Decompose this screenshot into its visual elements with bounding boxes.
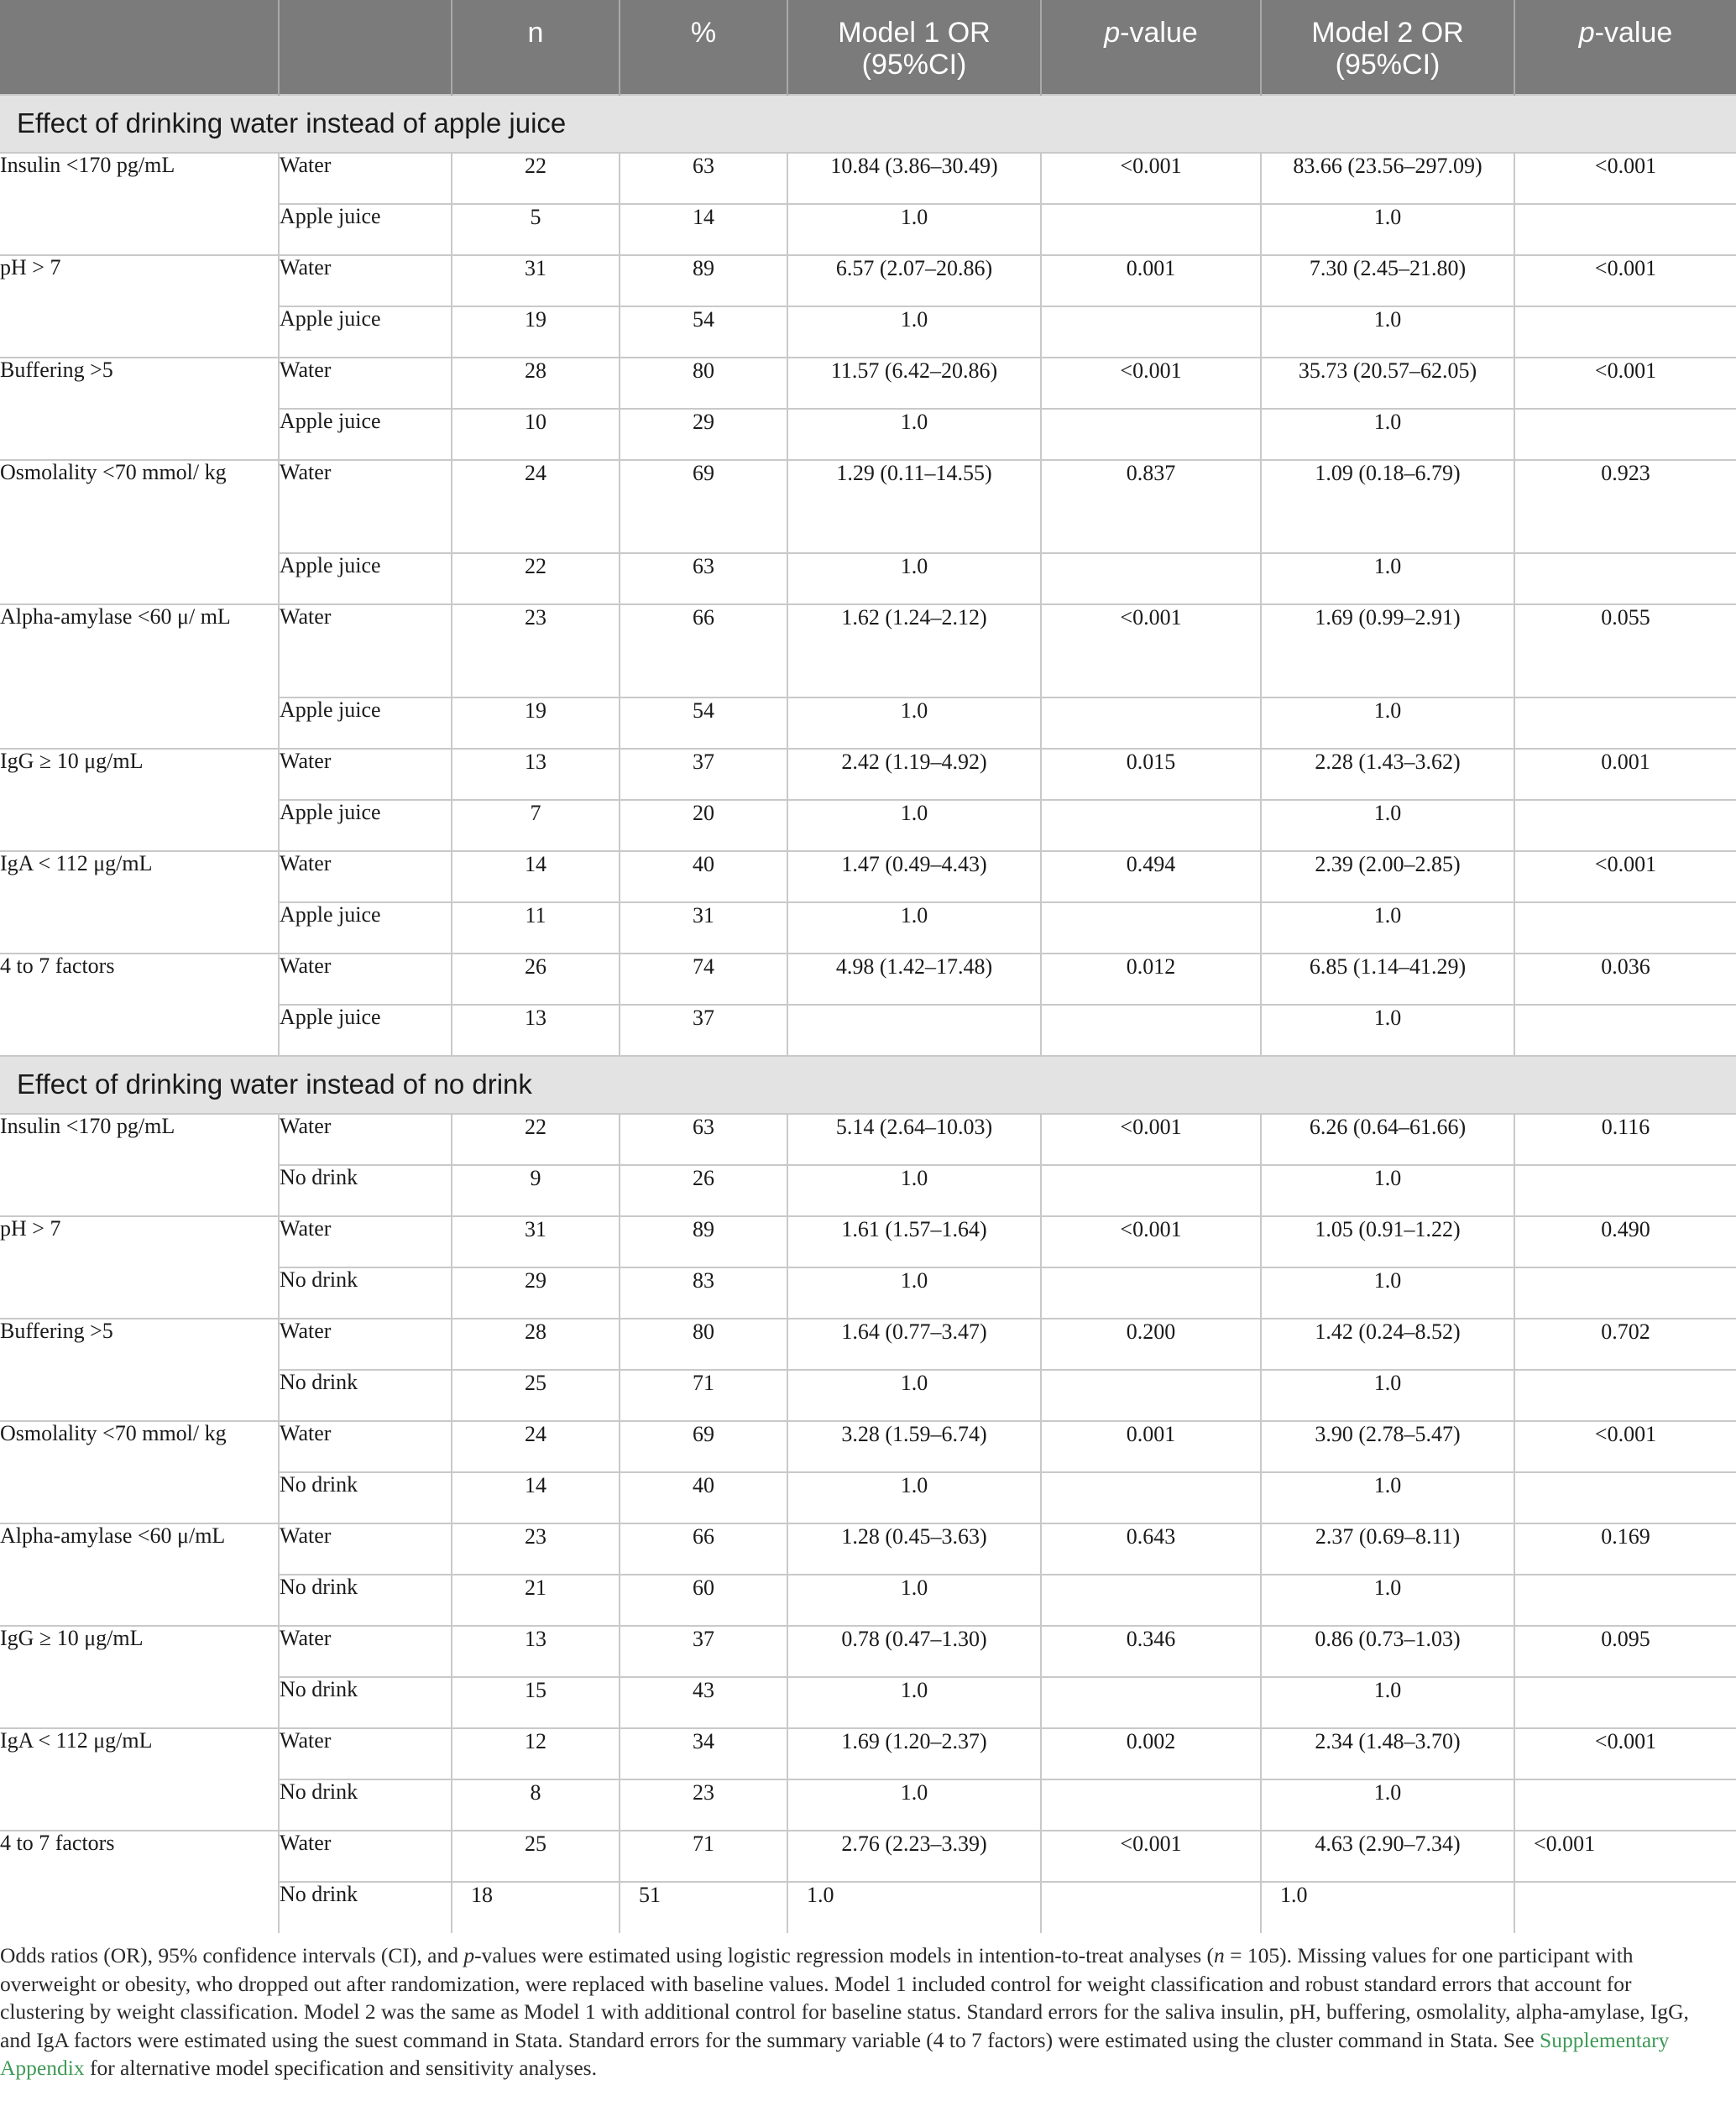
factor-label <box>0 255 279 358</box>
cell-model1-or: 6.57 (2.07–20.86) <box>787 255 1041 306</box>
cell-p-value-1 <box>1041 409 1261 460</box>
cell-model1-or: 10.84 (3.86–30.49) <box>787 153 1041 204</box>
cell-n: 9 <box>452 1165 620 1216</box>
group-label: Water <box>279 255 452 306</box>
cell-n: 7 <box>452 800 620 851</box>
header-blank-group <box>279 0 452 95</box>
table-row <box>0 1216 1736 1267</box>
cell-p-value-2: <0.001 <box>1514 1831 1736 1882</box>
group-label: Apple juice <box>279 553 452 604</box>
group-label: Water <box>279 604 452 698</box>
cell-model1-or: 1.62 (1.24–2.12) <box>787 604 1041 698</box>
table-row <box>0 1523 1736 1575</box>
table-row <box>0 604 1736 698</box>
group-label: Water <box>279 1216 452 1267</box>
factor-label-text: IgG ≥ 10 μg/mL <box>0 1626 144 1650</box>
factor-label-text: pH > 7 <box>0 1216 61 1241</box>
group-label: No drink <box>279 1370 452 1421</box>
cell-model2-or: 4.63 (2.90–7.34) <box>1261 1831 1514 1882</box>
cell-n: 29 <box>452 1267 620 1319</box>
cell-model1-or: 2.42 (1.19–4.92) <box>787 749 1041 800</box>
cell-p-value-2: <0.001 <box>1514 851 1736 902</box>
group-label: Water <box>279 1831 452 1882</box>
cell-p-value-1: 0.001 <box>1041 1421 1261 1472</box>
cell-n: 10 <box>452 409 620 460</box>
group-label: Water <box>279 460 452 553</box>
group-label: No drink <box>279 1677 452 1728</box>
group-label: Apple juice <box>279 1005 452 1056</box>
cell-n: 23 <box>452 604 620 698</box>
cell-p-value-2 <box>1514 1472 1736 1523</box>
cell-p-value-1: <0.001 <box>1041 1114 1261 1165</box>
cell-model2-or: 1.0 <box>1261 1575 1514 1626</box>
factor-label-text: Alpha-amylase <60 μ/ mL <box>0 604 231 629</box>
cell-p-value-2: 0.095 <box>1514 1626 1736 1677</box>
header-p-value-1: p-value <box>1041 0 1261 95</box>
table-row <box>0 1728 1736 1779</box>
cell-p-value-2 <box>1514 1779 1736 1831</box>
cell-p-value-1 <box>1041 1370 1261 1421</box>
cell-model1-or: 1.0 <box>787 698 1041 749</box>
cell-n: 13 <box>452 1626 620 1677</box>
factor-label <box>0 1626 279 1728</box>
cell-percent: 31 <box>620 902 787 954</box>
cell-p-value-1: 0.837 <box>1041 460 1261 553</box>
cell-model2-or: 1.0 <box>1261 902 1514 954</box>
cell-model2-or: 1.0 <box>1261 698 1514 749</box>
table-footnote: Odds ratios (OR), 95% confidence intervals (CI), and p-values were estimated using logistic regression models in intention-to-treat analyses (n = 105). Missing values for one participant with overweight or obesity, who dropped out after randomization, were replaced with baseline values. Model 1 included control for weight classification and robust standard errors that account for clustering by weight classification. Model 2 was the same as Model 1 with additional control for baseline status. Standard errors for the saliva insulin, pH, buffering, osmolality, alpha-amylase, IgG, and IgA factors were estimated using the suest command in Stata. Standard errors for the summary variable (4 to 7 factors) were estimated using the cluster command in Stata. See Supplementary Appendix for alternative model specification and sensitivity analyses. <box>0 1943 1689 2080</box>
cell-p-value-2: 0.116 <box>1514 1114 1736 1165</box>
cell-model1-or: 1.0 <box>787 1370 1041 1421</box>
cell-percent: 20 <box>620 800 787 851</box>
cell-n: 28 <box>452 358 620 409</box>
cell-p-value-2 <box>1514 1267 1736 1319</box>
cell-p-value-1 <box>1041 1267 1261 1319</box>
table-row <box>0 954 1736 1005</box>
group-label: Water <box>279 1114 452 1165</box>
factor-label <box>0 1319 279 1421</box>
group-label: Water <box>279 851 452 902</box>
cell-n: 22 <box>452 153 620 204</box>
table-row <box>0 1831 1736 1882</box>
cell-n: 5 <box>452 204 620 255</box>
cell-model2-or: 83.66 (23.56–297.09) <box>1261 153 1514 204</box>
group-label: No drink <box>279 1472 452 1523</box>
cell-model2-or: 1.0 <box>1261 553 1514 604</box>
cell-model2-or: 6.26 (0.64–61.66) <box>1261 1114 1514 1165</box>
cell-p-value-1 <box>1041 553 1261 604</box>
cell-p-value-1 <box>1041 800 1261 851</box>
cell-model1-or: 1.0 <box>787 800 1041 851</box>
cell-model1-or: 1.64 (0.77–3.47) <box>787 1319 1041 1370</box>
cell-model1-or: 1.0 <box>787 1575 1041 1626</box>
cell-percent: 71 <box>620 1370 787 1421</box>
cell-model2-or: 1.0 <box>1261 1882 1514 1933</box>
table-row <box>0 1114 1736 1165</box>
cell-p-value-1: 0.346 <box>1041 1626 1261 1677</box>
cell-model2-or: 1.0 <box>1261 1779 1514 1831</box>
cell-model2-or: 2.28 (1.43–3.62) <box>1261 749 1514 800</box>
section-title: Effect of drinking water instead of apple juice <box>0 95 1736 153</box>
cell-p-value-2: 0.036 <box>1514 954 1736 1005</box>
factor-label-text: Osmolality <70 mmol/ kg <box>0 460 227 484</box>
cell-model2-or: 1.0 <box>1261 1165 1514 1216</box>
cell-p-value-2: 0.490 <box>1514 1216 1736 1267</box>
cell-model2-or: 1.42 (0.24–8.52) <box>1261 1319 1514 1370</box>
cell-model1-or: 1.0 <box>787 204 1041 255</box>
cell-n: 14 <box>452 1472 620 1523</box>
group-label: Water <box>279 749 452 800</box>
header-n: n <box>452 0 620 95</box>
group-label: No drink <box>279 1267 452 1319</box>
group-label: Apple juice <box>279 698 452 749</box>
cell-n: 12 <box>452 1728 620 1779</box>
cell-p-value-2: <0.001 <box>1514 1421 1736 1472</box>
cell-model1-or: 1.28 (0.45–3.63) <box>787 1523 1041 1575</box>
group-label: Water <box>279 954 452 1005</box>
factor-label-text: 4 to 7 factors <box>0 954 115 978</box>
cell-p-value-2 <box>1514 800 1736 851</box>
factor-label-text: 4 to 7 factors <box>0 1831 115 1855</box>
factor-label <box>0 460 279 604</box>
table-row <box>0 358 1736 409</box>
cell-n: 25 <box>452 1370 620 1421</box>
cell-p-value-1: <0.001 <box>1041 358 1261 409</box>
section-header-row <box>0 95 1736 153</box>
cell-model2-or: 2.37 (0.69–8.11) <box>1261 1523 1514 1575</box>
cell-p-value-1: <0.001 <box>1041 1831 1261 1882</box>
cell-p-value-1: 0.200 <box>1041 1319 1261 1370</box>
cell-percent: 29 <box>620 409 787 460</box>
cell-model2-or: 1.0 <box>1261 1677 1514 1728</box>
group-label: No drink <box>279 1165 452 1216</box>
cell-model1-or: 2.76 (2.23–3.39) <box>787 1831 1041 1882</box>
cell-model1-or: 1.61 (1.57–1.64) <box>787 1216 1041 1267</box>
cell-percent: 69 <box>620 460 787 553</box>
cell-n: 18 <box>452 1882 620 1933</box>
cell-model2-or: 1.0 <box>1261 1472 1514 1523</box>
cell-n: 11 <box>452 902 620 954</box>
cell-model2-or: 1.0 <box>1261 1005 1514 1056</box>
cell-percent: 71 <box>620 1831 787 1882</box>
cell-p-value-1 <box>1041 1779 1261 1831</box>
cell-n: 14 <box>452 851 620 902</box>
cell-percent: 66 <box>620 604 787 698</box>
cell-percent: 37 <box>620 1626 787 1677</box>
cell-model2-or: 35.73 (20.57–62.05) <box>1261 358 1514 409</box>
cell-model2-or: 1.0 <box>1261 204 1514 255</box>
cell-model2-or: 1.05 (0.91–1.22) <box>1261 1216 1514 1267</box>
group-label: Apple juice <box>279 409 452 460</box>
cell-n: 28 <box>452 1319 620 1370</box>
cell-p-value-1: <0.001 <box>1041 1216 1261 1267</box>
table-row <box>0 851 1736 902</box>
cell-n: 15 <box>452 1677 620 1728</box>
cell-p-value-2: 0.169 <box>1514 1523 1736 1575</box>
factor-label <box>0 1216 279 1319</box>
cell-percent: 34 <box>620 1728 787 1779</box>
cell-p-value-2 <box>1514 1005 1736 1056</box>
header-model2-or: Model 2 OR (95%CI) <box>1261 0 1514 95</box>
cell-model2-or: 7.30 (2.45–21.80) <box>1261 255 1514 306</box>
group-label: Apple juice <box>279 902 452 954</box>
cell-model1-or: 1.0 <box>787 902 1041 954</box>
factor-label-text: Insulin <170 pg/mL <box>0 1114 175 1138</box>
header-percent: % <box>620 0 787 95</box>
cell-percent: 40 <box>620 851 787 902</box>
cell-percent: 37 <box>620 749 787 800</box>
cell-model1-or: 1.0 <box>787 1779 1041 1831</box>
cell-percent: 23 <box>620 1779 787 1831</box>
factor-label-text: IgA < 112 μg/mL <box>0 1728 153 1753</box>
cell-model1-or: 1.0 <box>787 409 1041 460</box>
factor-label-text: Buffering >5 <box>0 1319 113 1343</box>
cell-model2-or: 1.69 (0.99–2.91) <box>1261 604 1514 698</box>
cell-model2-or: 2.34 (1.48–3.70) <box>1261 1728 1514 1779</box>
group-label: Water <box>279 153 452 204</box>
cell-p-value-2: 0.923 <box>1514 460 1736 553</box>
cell-p-value-2: 0.055 <box>1514 604 1736 698</box>
group-label: Water <box>279 1319 452 1370</box>
cell-model1-or: 1.47 (0.49–4.43) <box>787 851 1041 902</box>
cell-model1-or: 4.98 (1.42–17.48) <box>787 954 1041 1005</box>
cell-p-value-1: 0.001 <box>1041 255 1261 306</box>
cell-p-value-1: 0.643 <box>1041 1523 1261 1575</box>
cell-model2-or: 1.0 <box>1261 1267 1514 1319</box>
cell-model2-or: 0.86 (0.73–1.03) <box>1261 1626 1514 1677</box>
section-title: Effect of drinking water instead of no drink <box>0 1056 1736 1114</box>
group-label: Water <box>279 1626 452 1677</box>
factor-label-text: Alpha-amylase <60 μ/mL <box>0 1523 226 1548</box>
factor-label <box>0 954 279 1056</box>
cell-p-value-1 <box>1041 902 1261 954</box>
cell-n: 19 <box>452 698 620 749</box>
cell-model1-or: 1.69 (1.20–2.37) <box>787 1728 1041 1779</box>
cell-p-value-1: 0.015 <box>1041 749 1261 800</box>
group-label: Water <box>279 358 452 409</box>
cell-model2-or: 2.39 (2.00–2.85) <box>1261 851 1514 902</box>
cell-model2-or: 1.09 (0.18–6.79) <box>1261 460 1514 553</box>
cell-n: 26 <box>452 954 620 1005</box>
cell-p-value-1: 0.494 <box>1041 851 1261 902</box>
cell-p-value-1 <box>1041 1165 1261 1216</box>
cell-model1-or: 0.78 (0.47–1.30) <box>787 1626 1041 1677</box>
cell-model1-or: 5.14 (2.64–10.03) <box>787 1114 1041 1165</box>
factor-label <box>0 358 279 460</box>
cell-percent: 14 <box>620 204 787 255</box>
cell-p-value-2 <box>1514 1370 1736 1421</box>
factor-label-text: pH > 7 <box>0 255 61 280</box>
table-row <box>0 1319 1736 1370</box>
factor-label <box>0 1523 279 1626</box>
cell-n: 24 <box>452 460 620 553</box>
cell-model2-or: 1.0 <box>1261 1370 1514 1421</box>
cell-model1-or <box>787 1005 1041 1056</box>
cell-p-value-2 <box>1514 1677 1736 1728</box>
factor-label <box>0 851 279 954</box>
cell-p-value-2: <0.001 <box>1514 153 1736 204</box>
cell-model1-or: 3.28 (1.59–6.74) <box>787 1421 1041 1472</box>
group-label: Water <box>279 1523 452 1575</box>
cell-p-value-1 <box>1041 1677 1261 1728</box>
cell-model2-or: 1.0 <box>1261 306 1514 358</box>
cell-model2-or: 3.90 (2.78–5.47) <box>1261 1421 1514 1472</box>
cell-n: 19 <box>452 306 620 358</box>
cell-n: 21 <box>452 1575 620 1626</box>
cell-percent: 63 <box>620 553 787 604</box>
cell-percent: 60 <box>620 1575 787 1626</box>
factor-label-text: IgA < 112 μg/mL <box>0 851 153 875</box>
header-row <box>0 0 1736 95</box>
cell-model1-or: 1.0 <box>787 306 1041 358</box>
table-row <box>0 255 1736 306</box>
table-row <box>0 1626 1736 1677</box>
cell-model1-or: 1.29 (0.11–14.55) <box>787 460 1041 553</box>
cell-percent: 66 <box>620 1523 787 1575</box>
cell-p-value-1 <box>1041 306 1261 358</box>
supplementary-appendix-link[interactable]: Supplementary Appendix <box>0 2027 1670 2080</box>
cell-model1-or: 1.0 <box>787 1677 1041 1728</box>
cell-p-value-2: 0.702 <box>1514 1319 1736 1370</box>
cell-percent: 69 <box>620 1421 787 1472</box>
cell-p-value-1: 0.002 <box>1041 1728 1261 1779</box>
cell-model1-or: 11.57 (6.42–20.86) <box>787 358 1041 409</box>
table-row <box>0 460 1736 553</box>
table-row <box>0 153 1736 204</box>
factor-label-text: IgG ≥ 10 μg/mL <box>0 749 144 773</box>
factor-label <box>0 749 279 851</box>
factor-label <box>0 1114 279 1216</box>
cell-percent: 80 <box>620 1319 787 1370</box>
cell-percent: 54 <box>620 306 787 358</box>
cell-percent: 89 <box>620 255 787 306</box>
cell-n: 22 <box>452 1114 620 1165</box>
factor-label <box>0 153 279 255</box>
group-label: No drink <box>279 1575 452 1626</box>
cell-p-value-1: <0.001 <box>1041 604 1261 698</box>
cell-n: 24 <box>452 1421 620 1472</box>
cell-p-value-2 <box>1514 1882 1736 1933</box>
cell-percent: 83 <box>620 1267 787 1319</box>
group-label: Apple juice <box>279 204 452 255</box>
group-label: Water <box>279 1421 452 1472</box>
cell-p-value-2 <box>1514 204 1736 255</box>
factor-label <box>0 604 279 749</box>
cell-p-value-1 <box>1041 698 1261 749</box>
cell-p-value-2: <0.001 <box>1514 255 1736 306</box>
group-label: Apple juice <box>279 306 452 358</box>
cell-percent: 63 <box>620 1114 787 1165</box>
cell-model1-or: 1.0 <box>787 1165 1041 1216</box>
cell-percent: 54 <box>620 698 787 749</box>
cell-model1-or: 1.0 <box>787 1882 1041 1933</box>
cell-model2-or: 1.0 <box>1261 409 1514 460</box>
cell-p-value-1: 0.012 <box>1041 954 1261 1005</box>
cell-model1-or: 1.0 <box>787 553 1041 604</box>
cell-p-value-2: <0.001 <box>1514 1728 1736 1779</box>
cell-p-value-2 <box>1514 1575 1736 1626</box>
cell-p-value-1 <box>1041 204 1261 255</box>
cell-model2-or: 1.0 <box>1261 800 1514 851</box>
cell-p-value-2 <box>1514 1165 1736 1216</box>
factor-label-text: Buffering >5 <box>0 358 113 382</box>
cell-p-value-1 <box>1041 1882 1261 1933</box>
cell-percent: 89 <box>620 1216 787 1267</box>
factor-label <box>0 1728 279 1831</box>
cell-p-value-2 <box>1514 698 1736 749</box>
factor-label <box>0 1831 279 1933</box>
cell-percent: 80 <box>620 358 787 409</box>
cell-n: 13 <box>452 1005 620 1056</box>
cell-n: 31 <box>452 1216 620 1267</box>
cell-p-value-2 <box>1514 902 1736 954</box>
group-label: Water <box>279 1728 452 1779</box>
cell-n: 22 <box>452 553 620 604</box>
cell-p-value-1 <box>1041 1472 1261 1523</box>
cell-p-value-2 <box>1514 409 1736 460</box>
cell-percent: 51 <box>620 1882 787 1933</box>
table-row <box>0 749 1736 800</box>
cell-n: 25 <box>452 1831 620 1882</box>
header-blank-factor <box>0 0 279 95</box>
header-p-value-2: p-value <box>1514 0 1736 95</box>
cell-p-value-2: 0.001 <box>1514 749 1736 800</box>
cell-percent: 63 <box>620 153 787 204</box>
cell-p-value-2 <box>1514 553 1736 604</box>
factor-label <box>0 1421 279 1523</box>
group-label: Apple juice <box>279 800 452 851</box>
cell-model2-or: 6.85 (1.14–41.29) <box>1261 954 1514 1005</box>
section-header-row <box>0 1056 1736 1114</box>
header-model1-or: Model 1 OR (95%CI) <box>787 0 1041 95</box>
cell-n: 13 <box>452 749 620 800</box>
group-label: No drink <box>279 1882 452 1933</box>
table-row <box>0 1421 1736 1472</box>
cell-n: 31 <box>452 255 620 306</box>
cell-percent: 40 <box>620 1472 787 1523</box>
cell-n: 8 <box>452 1779 620 1831</box>
cell-percent: 74 <box>620 954 787 1005</box>
cell-percent: 37 <box>620 1005 787 1056</box>
cell-percent: 43 <box>620 1677 787 1728</box>
cell-p-value-1 <box>1041 1575 1261 1626</box>
cell-p-value-1 <box>1041 1005 1261 1056</box>
cell-n: 23 <box>452 1523 620 1575</box>
factor-label-text: Osmolality <70 mmol/ kg <box>0 1421 227 1445</box>
cell-p-value-1: <0.001 <box>1041 153 1261 204</box>
cell-p-value-2: <0.001 <box>1514 358 1736 409</box>
group-label: No drink <box>279 1779 452 1831</box>
cell-model1-or: 1.0 <box>787 1472 1041 1523</box>
cell-percent: 26 <box>620 1165 787 1216</box>
factor-label-text: Insulin <170 pg/mL <box>0 153 175 177</box>
cell-p-value-2 <box>1514 306 1736 358</box>
cell-model1-or: 1.0 <box>787 1267 1041 1319</box>
